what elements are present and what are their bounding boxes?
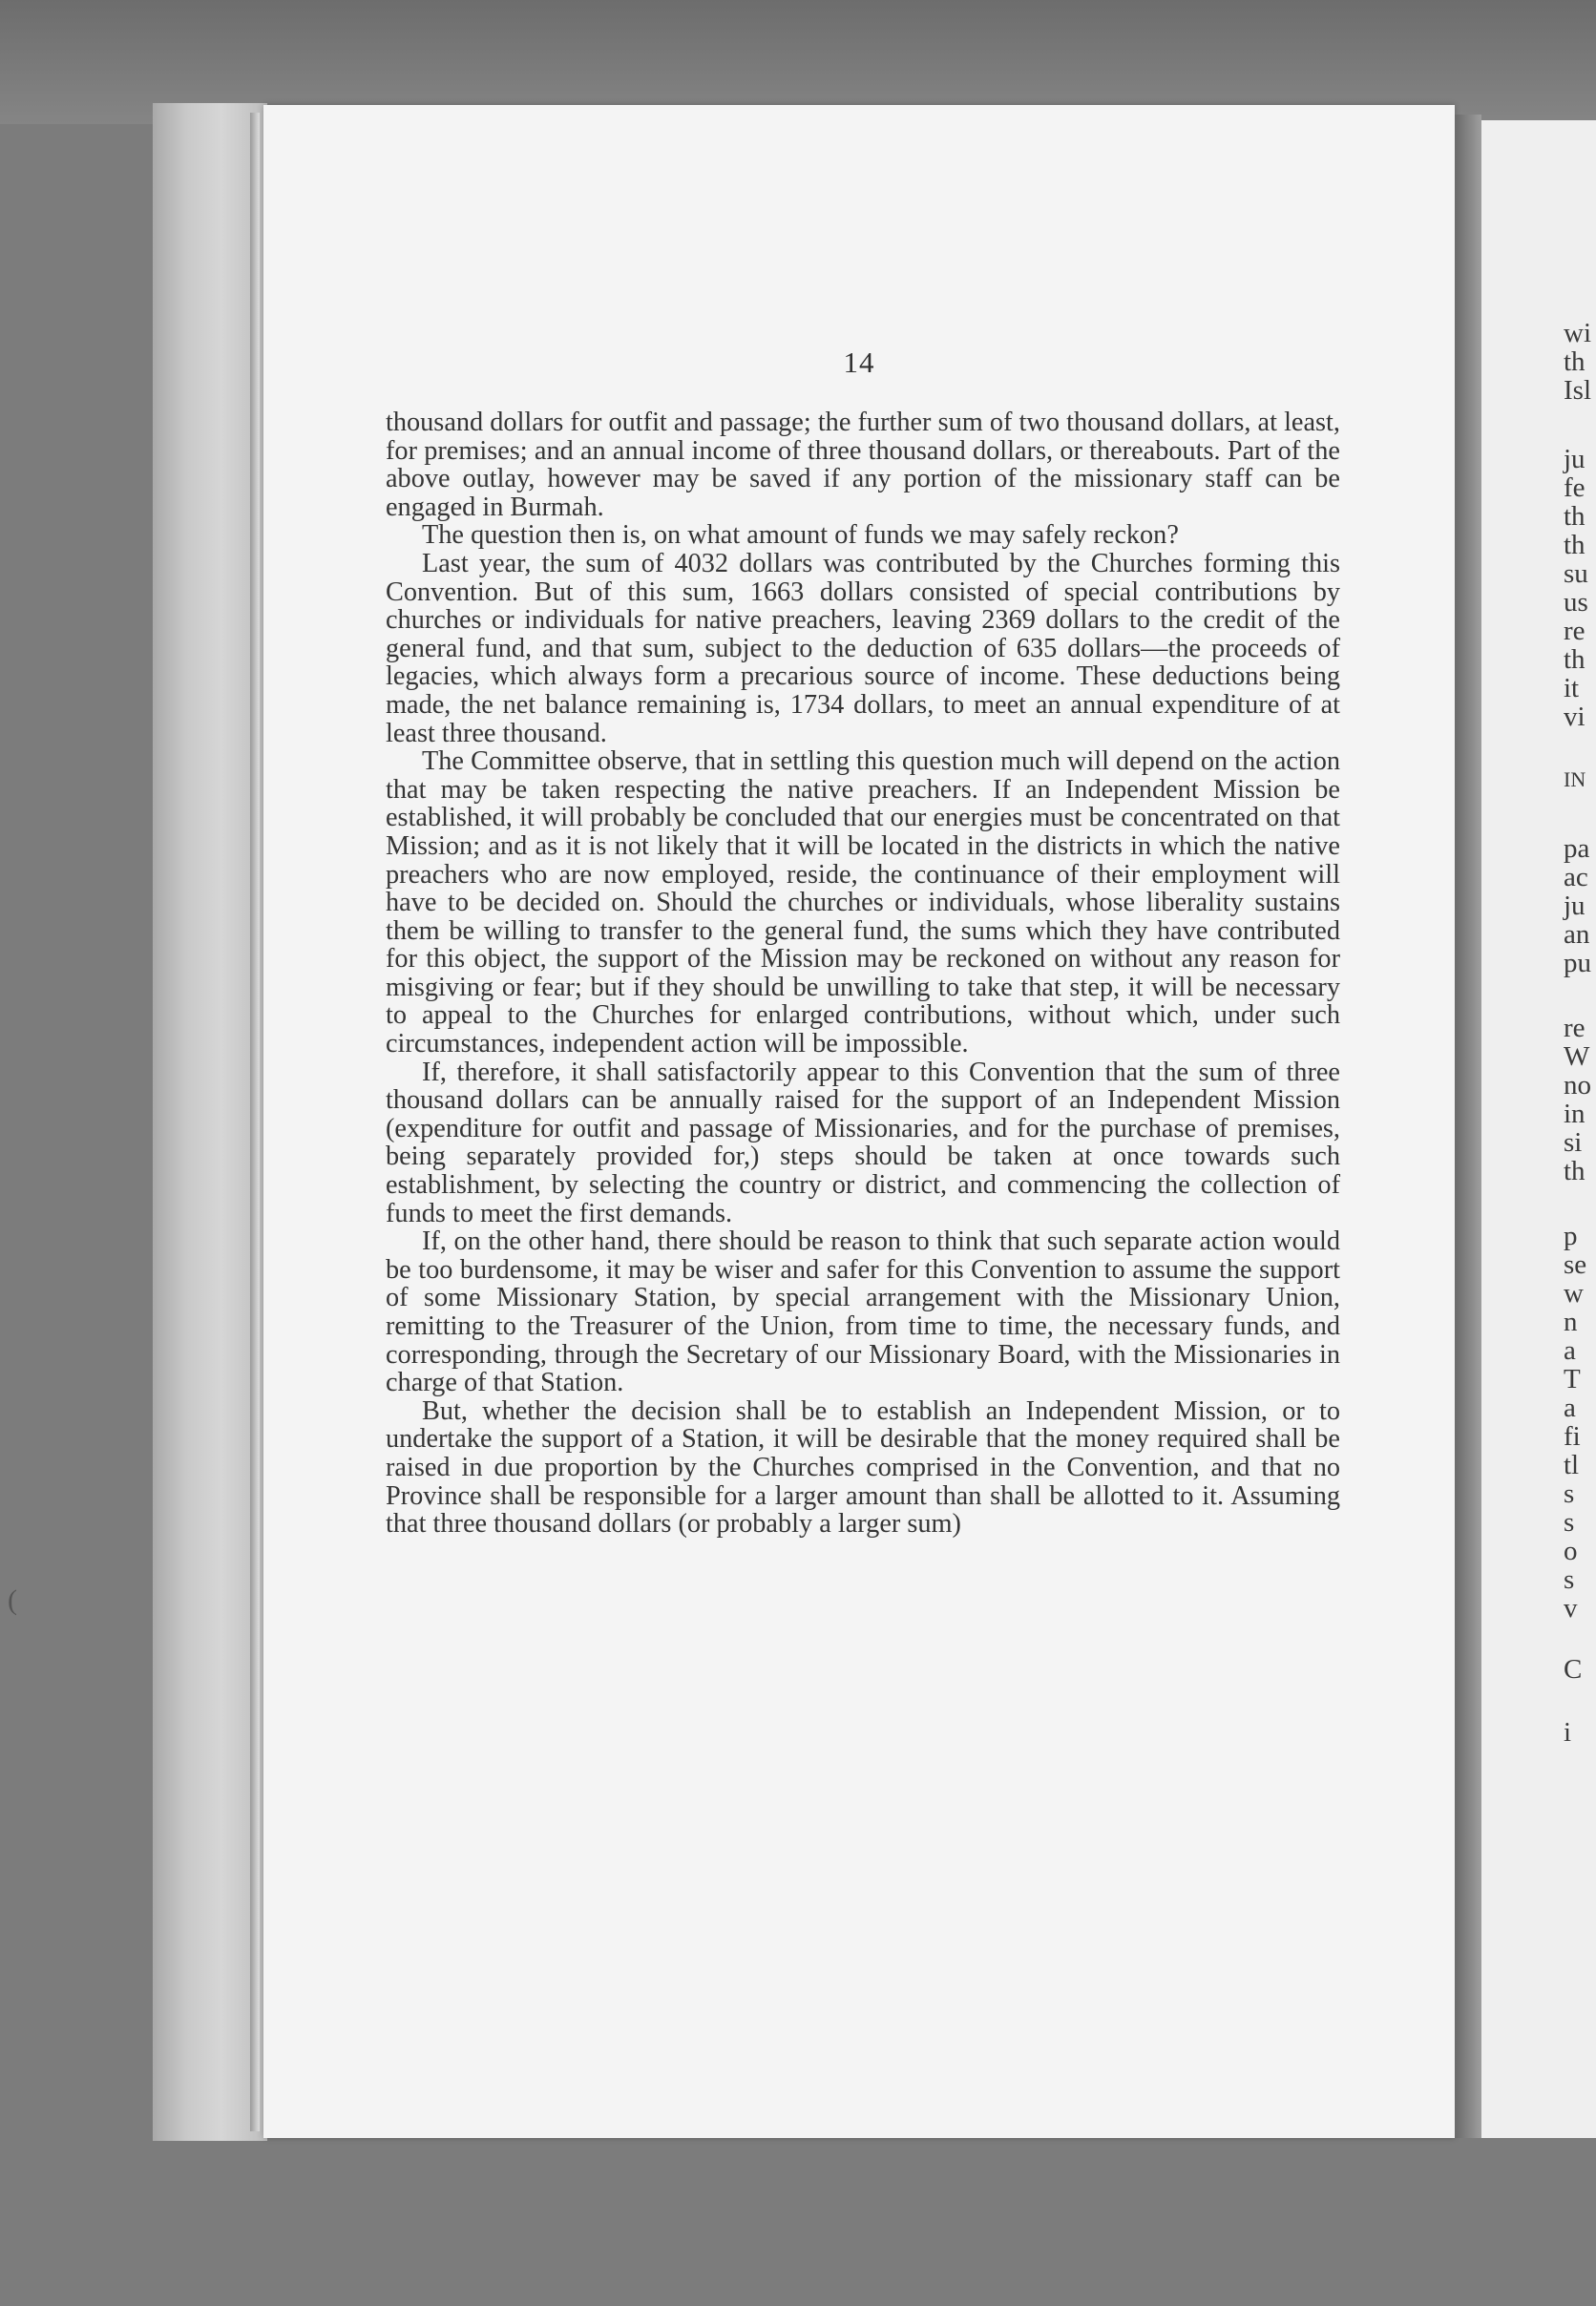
facing-text-fragment: ju: [1564, 891, 1586, 921]
facing-text-fragment: it: [1564, 673, 1580, 703]
facing-text-fragment: tl: [1564, 1450, 1580, 1480]
facing-text-fragment: T: [1564, 1364, 1581, 1394]
facing-text-fragment: W: [1564, 1041, 1590, 1072]
paragraph-committee: The Committee observe, that in settling this question much will depend on the action that may be taken respecting the native preachers. If an Independent Mission be established, it will probably be concluded that our energies must be concentrated on that Mission; and as it is not likely that it will be located in the districts in which the native preachers who are now employed, reside, the continuance of their employment will have to be decided on. Should the churches or individuals, whose liberality sustains them be willing to transfer to the general fund, the sums which they have contributed for this object, the support of the Mission may be reckoned on without any reason for misgiving or fear; but if they should be unwilling to take that step, it will be necessary to appeal to the Churches for enlarged contributions, without which, under such circumstances, independent action will be impossible.: [386, 746, 1340, 1059]
facing-text-fragment: ac: [1564, 862, 1588, 892]
facing-text-fragment: fe: [1564, 472, 1586, 503]
facing-text-fragment: Isl: [1564, 375, 1591, 406]
facing-text-fragment: s: [1564, 1564, 1575, 1595]
page-number: 14: [843, 346, 875, 379]
facing-text-fragment: i: [1564, 1717, 1572, 1748]
facing-text-fragment: re: [1564, 1013, 1586, 1043]
facing-text-fragment: n: [1564, 1307, 1578, 1337]
facing-text-fragment: us: [1564, 587, 1588, 618]
stray-scan-mark: (: [8, 1584, 17, 1616]
facing-text-fragment: a: [1564, 1393, 1576, 1423]
facing-text-fragment: pu: [1564, 948, 1591, 978]
paragraph-continuation: thousand dollars for outfit and passage; the further sum of two thousand dollars, at least, for premises; and an annual income of three thousand dollars, or thereabouts. Part of the above outlay, however may be saved if any portion of the missionary staff can be engaged in Burmah.: [386, 408, 1340, 522]
facing-text-fragment: wi: [1564, 318, 1591, 348]
facing-text-fragment: se: [1564, 1249, 1587, 1280]
facing-text-fragment: su: [1564, 558, 1588, 589]
paragraph-last-year: Last year, the sum of 4032 dollars was contributed by the Churches forming this Convention. But of this sum, 1663 dollars consisted of special contributions by churches or individuals for native preachers, leaving 2369 dollars to the credit of the general fund, and that sum, subject to the deduction of 635 dollars—the proceeds of legacies, which always form a precarious source of income. These deductions being made, the net balance remaining is, 1734 dollars, to meet an annual expenditure of at least three thousand.: [386, 548, 1340, 748]
facing-text-fragment: an: [1564, 919, 1590, 950]
book-gutter: [1455, 115, 1481, 2138]
facing-text-fragment: fi: [1564, 1421, 1581, 1452]
facing-text-fragment: a: [1564, 1335, 1576, 1366]
facing-text-fragment: th: [1564, 644, 1586, 675]
facing-text-fragment: th: [1564, 530, 1586, 560]
paragraph-whether: But, whether the decision shall be to establish an Independent Mission, or to undertake the support of a Station, it will be desirable that the money required shall be raised in due proportion by the Churches comprised in the Convention, and that no Province shall be responsible for a larger amount than shall be allotted to it. Assuming that three thousand dollars (or probably a larger sum): [386, 1395, 1340, 1540]
paragraph-other-hand: If, on the other hand, there should be reason to think that such separate action would be too burdensome, it may be wiser and safer for this Convention to assume the support of some Missionary Station, by special arrangement with the Missionary Union, remitting to the Treasurer of the Union, from time to time, the necessary funds, and corresponding, through the Secretary of our Missionary Board, with the Missionaries in charge of that Station.: [386, 1226, 1340, 1398]
facing-text-fragment: in: [1564, 1099, 1586, 1129]
facing-text-fragment: IN: [1564, 767, 1586, 791]
facing-text-fragment: si: [1564, 1127, 1583, 1158]
paragraph-therefore: If, therefore, it shall satisfactorily appear to this Convention that the sum of three thousand dollars can be annually raised for the support of an Independent Mission (expenditure for outfit and passage of Missionaries, and for the purchase of premises, being separately provided for,) steps should be taken at once towards such establishment, by selecting the country or district, and commencing the collection of funds to meet the first demands.: [386, 1057, 1340, 1228]
page-stack-edge: [250, 113, 260, 2131]
facing-text-fragment: th: [1564, 1156, 1586, 1186]
facing-text-fragment: w: [1564, 1278, 1584, 1309]
facing-text-fragment: pa: [1564, 833, 1590, 864]
facing-text-fragment: s: [1564, 1478, 1575, 1509]
facing-text-fragment: C: [1564, 1654, 1583, 1685]
book-page: [263, 105, 1455, 2138]
facing-text-fragment: ju: [1564, 444, 1586, 474]
facing-text-fragment: re: [1564, 616, 1586, 646]
page-body-text: [386, 409, 1340, 1539]
facing-text-fragment: no: [1564, 1070, 1591, 1101]
paragraph-question: The question then is, on what amount of funds we may safely reckon?: [422, 520, 1179, 551]
facing-text-fragment: vi: [1564, 702, 1586, 732]
facing-page-fragment: [1481, 120, 1596, 2138]
facing-text-fragment: v: [1564, 1593, 1578, 1624]
facing-text-fragment: th: [1564, 501, 1586, 532]
facing-text-fragment: p: [1564, 1221, 1578, 1251]
facing-text-fragment: o: [1564, 1536, 1578, 1566]
facing-text-fragment: s: [1564, 1507, 1575, 1538]
facing-text-fragment: th: [1564, 346, 1586, 377]
